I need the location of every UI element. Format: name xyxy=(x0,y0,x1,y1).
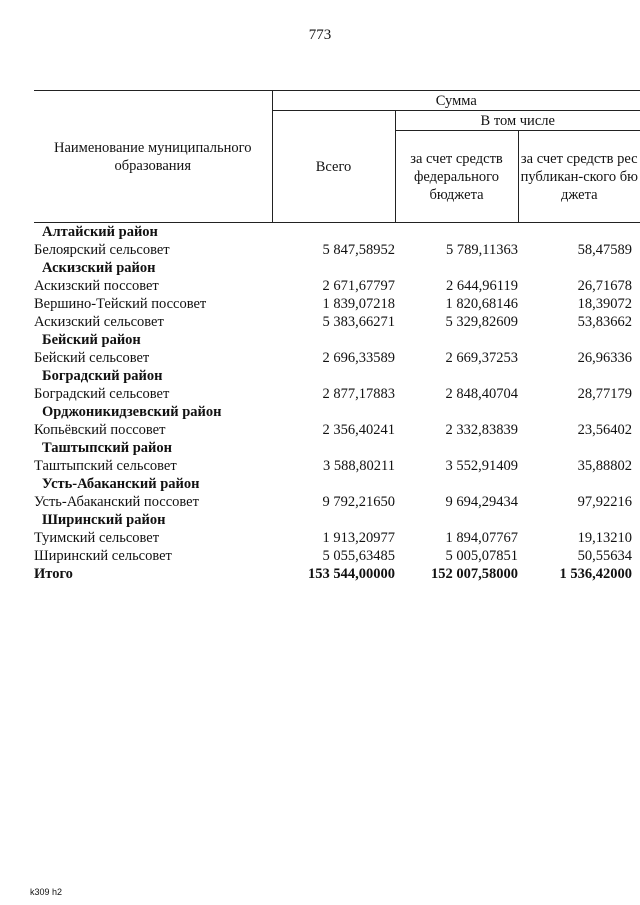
total-amount: 5 055,63485 xyxy=(322,548,395,564)
district-name: Алтайский район xyxy=(42,224,158,240)
table-row xyxy=(34,547,640,565)
header-federal-column: за счет средств федерального бюджета xyxy=(395,131,518,223)
municipality-name: Копьёвский поссовет xyxy=(34,422,166,438)
federal-amount: 2 644,96119 xyxy=(446,278,518,294)
federal-amount: 2 848,40704 xyxy=(445,386,518,402)
table-row xyxy=(34,277,640,295)
grand-total-amount: 153 544,00000 xyxy=(308,566,395,582)
republic-amount: 35,88802 xyxy=(577,458,632,474)
federal-amount: 3 552,91409 xyxy=(445,458,518,474)
district-name: Таштыпский район xyxy=(42,440,172,456)
total-label: Итого xyxy=(34,566,73,582)
municipality-name: Аскизский сельсовет xyxy=(34,314,164,330)
district-name: Аскизский район xyxy=(42,260,156,276)
district-name: Орджоникидзевский район xyxy=(42,404,222,420)
district-name: Усть-Абаканский район xyxy=(42,476,200,492)
federal-amount: 5 789,11363 xyxy=(446,242,518,258)
federal-amount: 1 820,68146 xyxy=(445,296,518,312)
republic-amount: 58,47589 xyxy=(577,242,632,258)
republic-amount: 18,39072 xyxy=(577,296,632,312)
table-row xyxy=(34,529,640,547)
federal-amount: 5 329,82609 xyxy=(445,314,518,330)
municipality-name: Аскизский поссовет xyxy=(34,278,159,294)
total-amount: 3 588,80211 xyxy=(323,458,395,474)
header-total-column: Всего xyxy=(272,111,395,223)
district-name: Бейский район xyxy=(42,332,141,348)
federal-amount: 2 332,83839 xyxy=(445,422,518,438)
municipality-name: Туимский сельсовет xyxy=(34,530,160,546)
total-amount: 1 913,20977 xyxy=(322,530,395,546)
district-heading-row xyxy=(34,367,640,385)
municipality-name: Ширинский сельсовет xyxy=(34,548,172,564)
district-heading-row xyxy=(34,439,640,457)
republic-amount: 19,13210 xyxy=(577,530,632,546)
district-heading-row xyxy=(34,223,640,242)
document-code: k309 h2 xyxy=(30,887,63,897)
table-row xyxy=(34,457,640,475)
table-row xyxy=(34,241,640,259)
federal-amount: 1 894,07767 xyxy=(445,530,518,546)
district-heading-row xyxy=(34,259,640,277)
republic-amount: 50,55634 xyxy=(577,548,632,564)
table-row xyxy=(34,313,640,331)
municipality-name: Усть-Абаканский поссовет xyxy=(34,494,199,510)
page-number: 773 xyxy=(308,27,332,43)
total-amount: 5 847,58952 xyxy=(322,242,395,258)
federal-amount: 5 005,07851 xyxy=(445,548,518,564)
grand-republic-amount: 1 536,42000 xyxy=(559,566,632,582)
district-heading-row xyxy=(34,475,640,493)
republic-amount: 53,83662 xyxy=(577,314,632,330)
total-row xyxy=(34,565,640,583)
municipality-name: Бейский сельсовет xyxy=(34,350,150,366)
republic-amount: 26,96336 xyxy=(577,350,632,366)
header-sum: Сумма xyxy=(272,91,640,111)
grand-federal-amount: 152 007,58000 xyxy=(431,566,518,582)
header-including: В том числе xyxy=(395,111,640,131)
municipality-name: Вершино-Тейский поссовет xyxy=(34,296,207,312)
district-name: Боградский район xyxy=(42,368,163,384)
total-amount: 9 792,21650 xyxy=(322,494,395,510)
total-amount: 1 839,07218 xyxy=(322,296,395,312)
district-heading-row xyxy=(34,511,640,529)
district-heading-row xyxy=(34,403,640,421)
total-amount: 2 671,67797 xyxy=(322,278,395,294)
total-amount: 5 383,66271 xyxy=(322,314,395,330)
republic-amount: 23,56402 xyxy=(577,422,632,438)
table-row xyxy=(34,349,640,367)
republic-amount: 97,92216 xyxy=(577,494,632,510)
republic-amount: 28,77179 xyxy=(577,386,632,402)
header-name-column: Наименование муниципального образования xyxy=(34,91,272,223)
total-amount: 2 877,17883 xyxy=(322,386,395,402)
table-row xyxy=(34,421,640,439)
district-heading-row xyxy=(34,331,640,349)
republic-amount: 26,71678 xyxy=(577,278,632,294)
table-row xyxy=(34,493,640,511)
total-amount: 2 356,40241 xyxy=(322,422,395,438)
header-republic-column: за счет средств республикан-ского бюджета xyxy=(518,131,640,223)
federal-amount: 2 669,37253 xyxy=(445,350,518,366)
municipality-name: Таштыпский сельсовет xyxy=(34,458,177,474)
federal-amount: 9 694,29434 xyxy=(445,494,518,510)
district-name: Ширинский район xyxy=(42,512,166,528)
municipality-name: Боградский сельсовет xyxy=(34,386,170,402)
municipality-name: Белоярский сельсовет xyxy=(34,242,170,258)
table-row xyxy=(34,295,640,313)
table-row xyxy=(34,385,640,403)
total-amount: 2 696,33589 xyxy=(322,350,395,366)
subsidy-table xyxy=(34,90,640,583)
